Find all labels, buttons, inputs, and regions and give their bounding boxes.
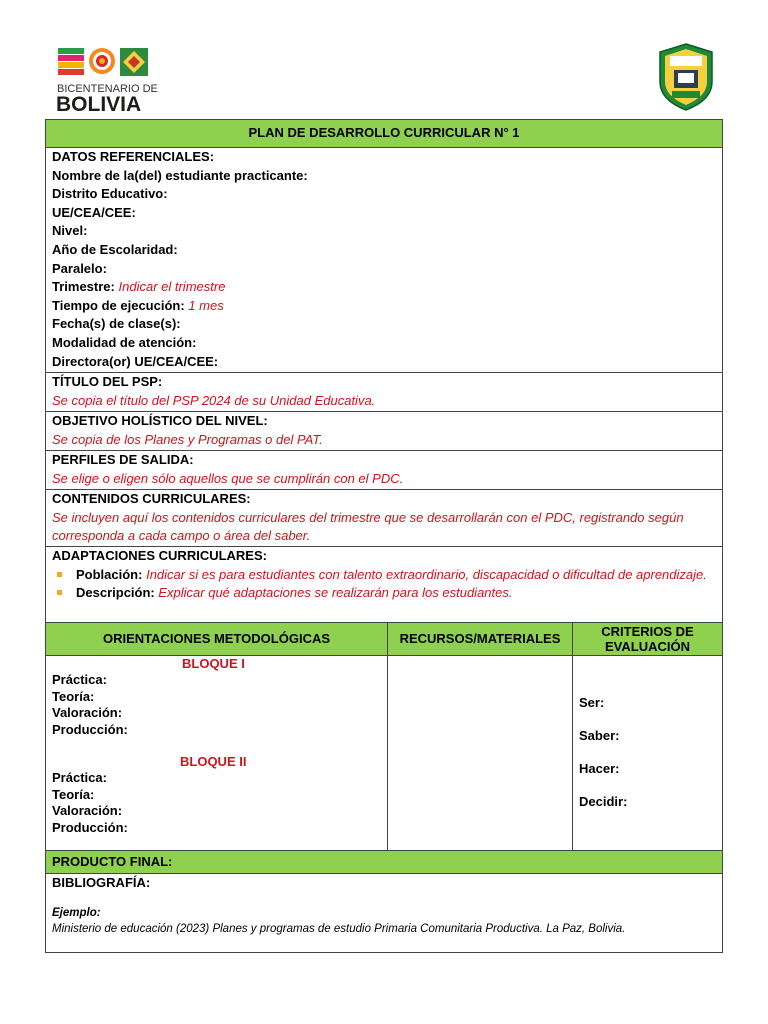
datos-heading: DATOS REFERENCIALES: — [52, 149, 215, 164]
perfiles-heading: PERFILES DE SALIDA: — [52, 452, 194, 467]
title-row — [46, 120, 723, 148]
objetivo-heading: OBJETIVO HOLÍSTICO DEL NIVEL: — [52, 413, 268, 428]
bloque-1-teoria: Teoría: — [52, 688, 95, 704]
producto-final-heading: PRODUCTO FINAL: — [46, 851, 723, 874]
bloque-2-practica: Práctica: — [52, 770, 107, 786]
bloque-1-produccion: Producción: — [52, 721, 128, 737]
bicentenario-logo — [56, 44, 166, 116]
adaptacion-descripcion: Descripción: Explicar qué adaptaciones se realizarán para los estudiantes. — [52, 584, 716, 603]
bloques-row — [46, 656, 723, 851]
bloque-2-title: BLOQUE II — [180, 754, 247, 770]
bibliografia-section — [46, 874, 723, 953]
field-distrito: Distrito Educativo: — [52, 186, 168, 202]
columns-header-row — [46, 623, 723, 656]
adaptacion-poblacion: Población: Indicar si es para estudiantes con talento extraordinario, discapacidad o dificultad de aprendizaje. — [52, 566, 716, 585]
objetivo-text: Se copia de los Planes y Programas o del PAT. — [52, 431, 323, 447]
field-modalidad: Modalidad de atención: — [52, 334, 197, 350]
bibliografia-example-text: Ministerio de educación (2023) Planes y programas de estudio Primaria Comunitaria Productiva. La Paz, Bolivia. — [52, 922, 626, 935]
contenidos-section — [46, 490, 723, 547]
field-ue: UE/CEA/CEE: — [52, 204, 136, 220]
contenidos-text: Se incluyen aquí los contenidos curriculares del trimestre que se desarrollarán con el PDC, registrando según corresponda a cada campo o área del saber. — [52, 509, 684, 544]
col-criterios: CRITERIOS DE EVALUACIÓN — [573, 623, 723, 656]
criterio-hacer: Hacer: — [579, 761, 620, 776]
orientaciones-cell — [46, 656, 388, 851]
bibliografia-example-label: Ejemplo: — [52, 906, 101, 919]
datos-referenciales-section — [46, 148, 723, 373]
perfiles-section — [46, 451, 723, 490]
criterio-ser: Ser: — [579, 695, 605, 710]
titulo-psp-section — [46, 373, 723, 412]
bloque-2-valoracion: Valoración: — [52, 803, 123, 819]
criterio-decidir: Decidir: — [579, 794, 628, 809]
field-fecha: Fecha(s) de clase(s): — [52, 316, 181, 332]
adaptaciones-section — [46, 547, 723, 623]
field-paralelo: Paralelo: — [52, 260, 107, 276]
field-nivel: Nivel: — [52, 223, 88, 239]
producto-final-row — [46, 851, 723, 874]
perfiles-text: Se elige o eligen sólo aquellos que se cumplirán con el PDC. — [52, 470, 404, 486]
field-trimestre: Trimestre: Indicar el trimestre — [52, 279, 226, 295]
adaptaciones-heading: ADAPTACIONES CURRICULARES: — [52, 548, 267, 563]
col-orientaciones: ORIENTACIONES METODOLÓGICAS — [46, 623, 388, 656]
svg-text:BICENTENARIO DE: BICENTENARIO DE — [57, 83, 158, 95]
col-recursos: RECURSOS/MATERIALES — [388, 623, 573, 656]
contenidos-heading: CONTENIDOS CURRICULARES: — [52, 491, 251, 506]
bloque-2-produccion: Producción: — [52, 819, 128, 835]
titulo-psp-text: Se copia el título del PSP 2024 de su Unidad Educativa. — [52, 392, 376, 408]
bloque-1-title: BLOQUE I — [182, 656, 245, 671]
document-title: PLAN DE DESARROLLO CURRICULAR N° 1 — [46, 120, 723, 148]
curricular-plan-table — [45, 119, 723, 953]
titulo-psp-heading: TÍTULO DEL PSP: — [52, 374, 163, 389]
svg-text:BOLIVIA: BOLIVIA — [56, 93, 142, 116]
field-tiempo: Tiempo de ejecución: 1 mes — [52, 297, 224, 313]
criterio-saber: Saber: — [579, 728, 620, 743]
objetivo-section — [46, 412, 723, 451]
bloque-1-valoracion: Valoración: — [52, 705, 123, 721]
field-directora: Directora(or) UE/CEA/CEE: — [52, 353, 219, 369]
institution-seal-logo — [656, 42, 716, 112]
criterios-cell — [573, 656, 723, 851]
field-anio: Año de Escolaridad: — [52, 241, 178, 257]
field-nombre: Nombre de la(del) estudiante practicante: — [52, 167, 308, 183]
bibliografia-heading: BIBLIOGRAFÍA: — [52, 875, 151, 890]
recursos-cell — [388, 656, 573, 851]
bloque-2-teoria: Teoría: — [52, 786, 95, 802]
bloque-1-practica: Práctica: — [52, 672, 107, 688]
